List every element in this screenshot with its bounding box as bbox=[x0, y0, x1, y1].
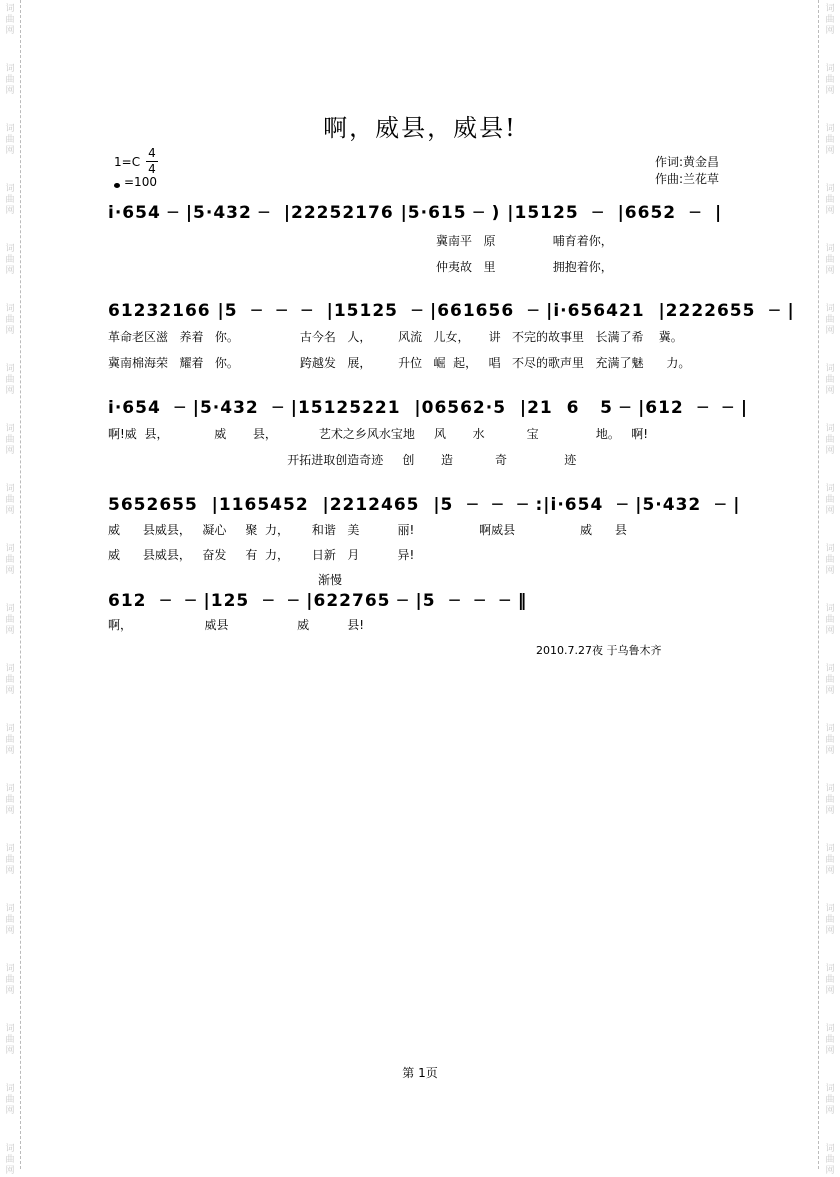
key-signature: 1=C bbox=[114, 155, 141, 169]
watermark-text: 词曲网 bbox=[5, 904, 15, 936]
watermark-text: 词曲网 bbox=[5, 244, 15, 276]
page-number: 第 1页 bbox=[402, 1066, 438, 1080]
watermark-text: 词曲网 bbox=[825, 1144, 835, 1176]
watermark-text: 词曲网 bbox=[825, 4, 835, 36]
watermark-text: 词曲网 bbox=[825, 424, 835, 456]
song-title: 啊，威县，威县! bbox=[323, 114, 517, 142]
tempo-value: =100 bbox=[124, 175, 157, 189]
lyric-verse-1: 啊!威 县， 威 县， 艺术之乡风水宝地 风 水 宝 地。 啊! bbox=[108, 427, 649, 441]
lyric-verse-1: 革命老区滋 养着 你。 古今名 人， 风流 儿女， 讲 不完的故事里 长满了希 冀。 bbox=[108, 330, 683, 344]
time-signature-bottom: 4 bbox=[148, 162, 156, 176]
watermark-text: 词曲网 bbox=[5, 484, 15, 516]
watermark-text: 词曲网 bbox=[825, 184, 835, 216]
watermark-text: 词曲网 bbox=[825, 844, 835, 876]
watermark-text: 词曲网 bbox=[5, 424, 15, 456]
watermark-text: 词曲网 bbox=[5, 844, 15, 876]
watermark-text: 词曲网 bbox=[825, 364, 835, 396]
watermark-text: 词曲网 bbox=[825, 1084, 835, 1116]
watermark-text: 词曲网 bbox=[5, 364, 15, 396]
watermark-text: 词曲网 bbox=[825, 604, 835, 636]
lyricist-credit: 作词:黄金昌 bbox=[655, 155, 720, 169]
watermark-text: 词曲网 bbox=[5, 1024, 15, 1056]
watermark-text: 词曲网 bbox=[825, 664, 835, 696]
tempo-mark bbox=[114, 175, 157, 189]
watermark-text: 词曲网 bbox=[5, 964, 15, 996]
tempo-marking: 渐慢 bbox=[318, 573, 343, 587]
notation-line: 61232166 |5 ─ ─ ─ |15125 ─ |661656 ─ |i·656421 |2222655 ─ | bbox=[108, 301, 795, 321]
watermark-text: 词曲网 bbox=[825, 484, 835, 516]
watermark-text: 词曲网 bbox=[825, 724, 835, 756]
watermark-text: 词曲网 bbox=[825, 904, 835, 936]
lyric-verse-2: 威 县威县， 奋发 有 力， 日新 月 异! bbox=[108, 548, 415, 562]
lyric-verse-1: 威 县威县， 凝心 聚 力， 和谐 美 丽! 啊威县 威 县 bbox=[108, 523, 627, 537]
watermark-text: 词曲网 bbox=[5, 664, 15, 696]
quarter-note-icon bbox=[114, 183, 120, 188]
lyric-verse-1: 啊， 威县 威 县! bbox=[108, 618, 365, 632]
time-signature bbox=[146, 146, 158, 177]
watermark-text: 词曲网 bbox=[825, 244, 835, 276]
watermark-text: 词曲网 bbox=[5, 1084, 15, 1116]
notation-line: 612 ─ ─ |125 ─ ─ |622765 ─ |5 ─ ─ ─ ‖ bbox=[108, 591, 528, 611]
lyric-verse-1: 冀南平 原 哺育着你， bbox=[108, 234, 613, 248]
notation-line: i·654 ─ |5·432 ─ |15125221 |06562·5 |21 6 5 ─ |612 ─ ─ | bbox=[108, 398, 749, 418]
watermark-text: 词曲网 bbox=[825, 964, 835, 996]
composer-credit: 作曲:兰花草 bbox=[655, 172, 720, 186]
watermark-text: 词曲网 bbox=[825, 304, 835, 336]
lyric-verse-2: 冀南棉海荣 耀着 你。 跨越发 展， 升位 崛 起， 唱 不尽的歌声里 充满了魅 力。 bbox=[108, 356, 691, 370]
watermark-text: 词曲网 bbox=[5, 724, 15, 756]
notation-line: i·654 ─ |5·432 ─ |22252176 |5·615 ─ ) |15125 ─ |6652 ─ | bbox=[108, 203, 723, 223]
watermark-text: 词曲网 bbox=[825, 784, 835, 816]
watermark-text: 词曲网 bbox=[825, 64, 835, 96]
watermark-text: 词曲网 bbox=[5, 184, 15, 216]
watermark-text: 词曲网 bbox=[5, 304, 15, 336]
watermark-text: 词曲网 bbox=[5, 784, 15, 816]
lyric-verse-2: 仲夷故 里 拥抱着你， bbox=[108, 260, 613, 274]
time-signature-top: 4 bbox=[148, 146, 156, 160]
notation-line: 5652655 |1165452 |2212465 |5 ─ ─ ─ :|i·654 ─ |5·432 ─ | bbox=[108, 495, 741, 515]
watermark-text: 词曲网 bbox=[5, 604, 15, 636]
lyric-verse-2: 开拓进取创造奇迹 创 造 奇 迹 bbox=[108, 453, 577, 467]
watermark-text: 词曲网 bbox=[825, 544, 835, 576]
watermark-text: 词曲网 bbox=[825, 124, 835, 156]
date-place: 2010.7.27夜 于乌鲁木齐 bbox=[536, 644, 662, 657]
watermark-text: 词曲网 bbox=[5, 4, 15, 36]
watermark-text: 词曲网 bbox=[5, 64, 15, 96]
watermark-text: 词曲网 bbox=[5, 124, 15, 156]
watermark-text: 词曲网 bbox=[825, 1024, 835, 1056]
watermark-text: 词曲网 bbox=[5, 1144, 15, 1176]
watermark-text: 词曲网 bbox=[5, 544, 15, 576]
